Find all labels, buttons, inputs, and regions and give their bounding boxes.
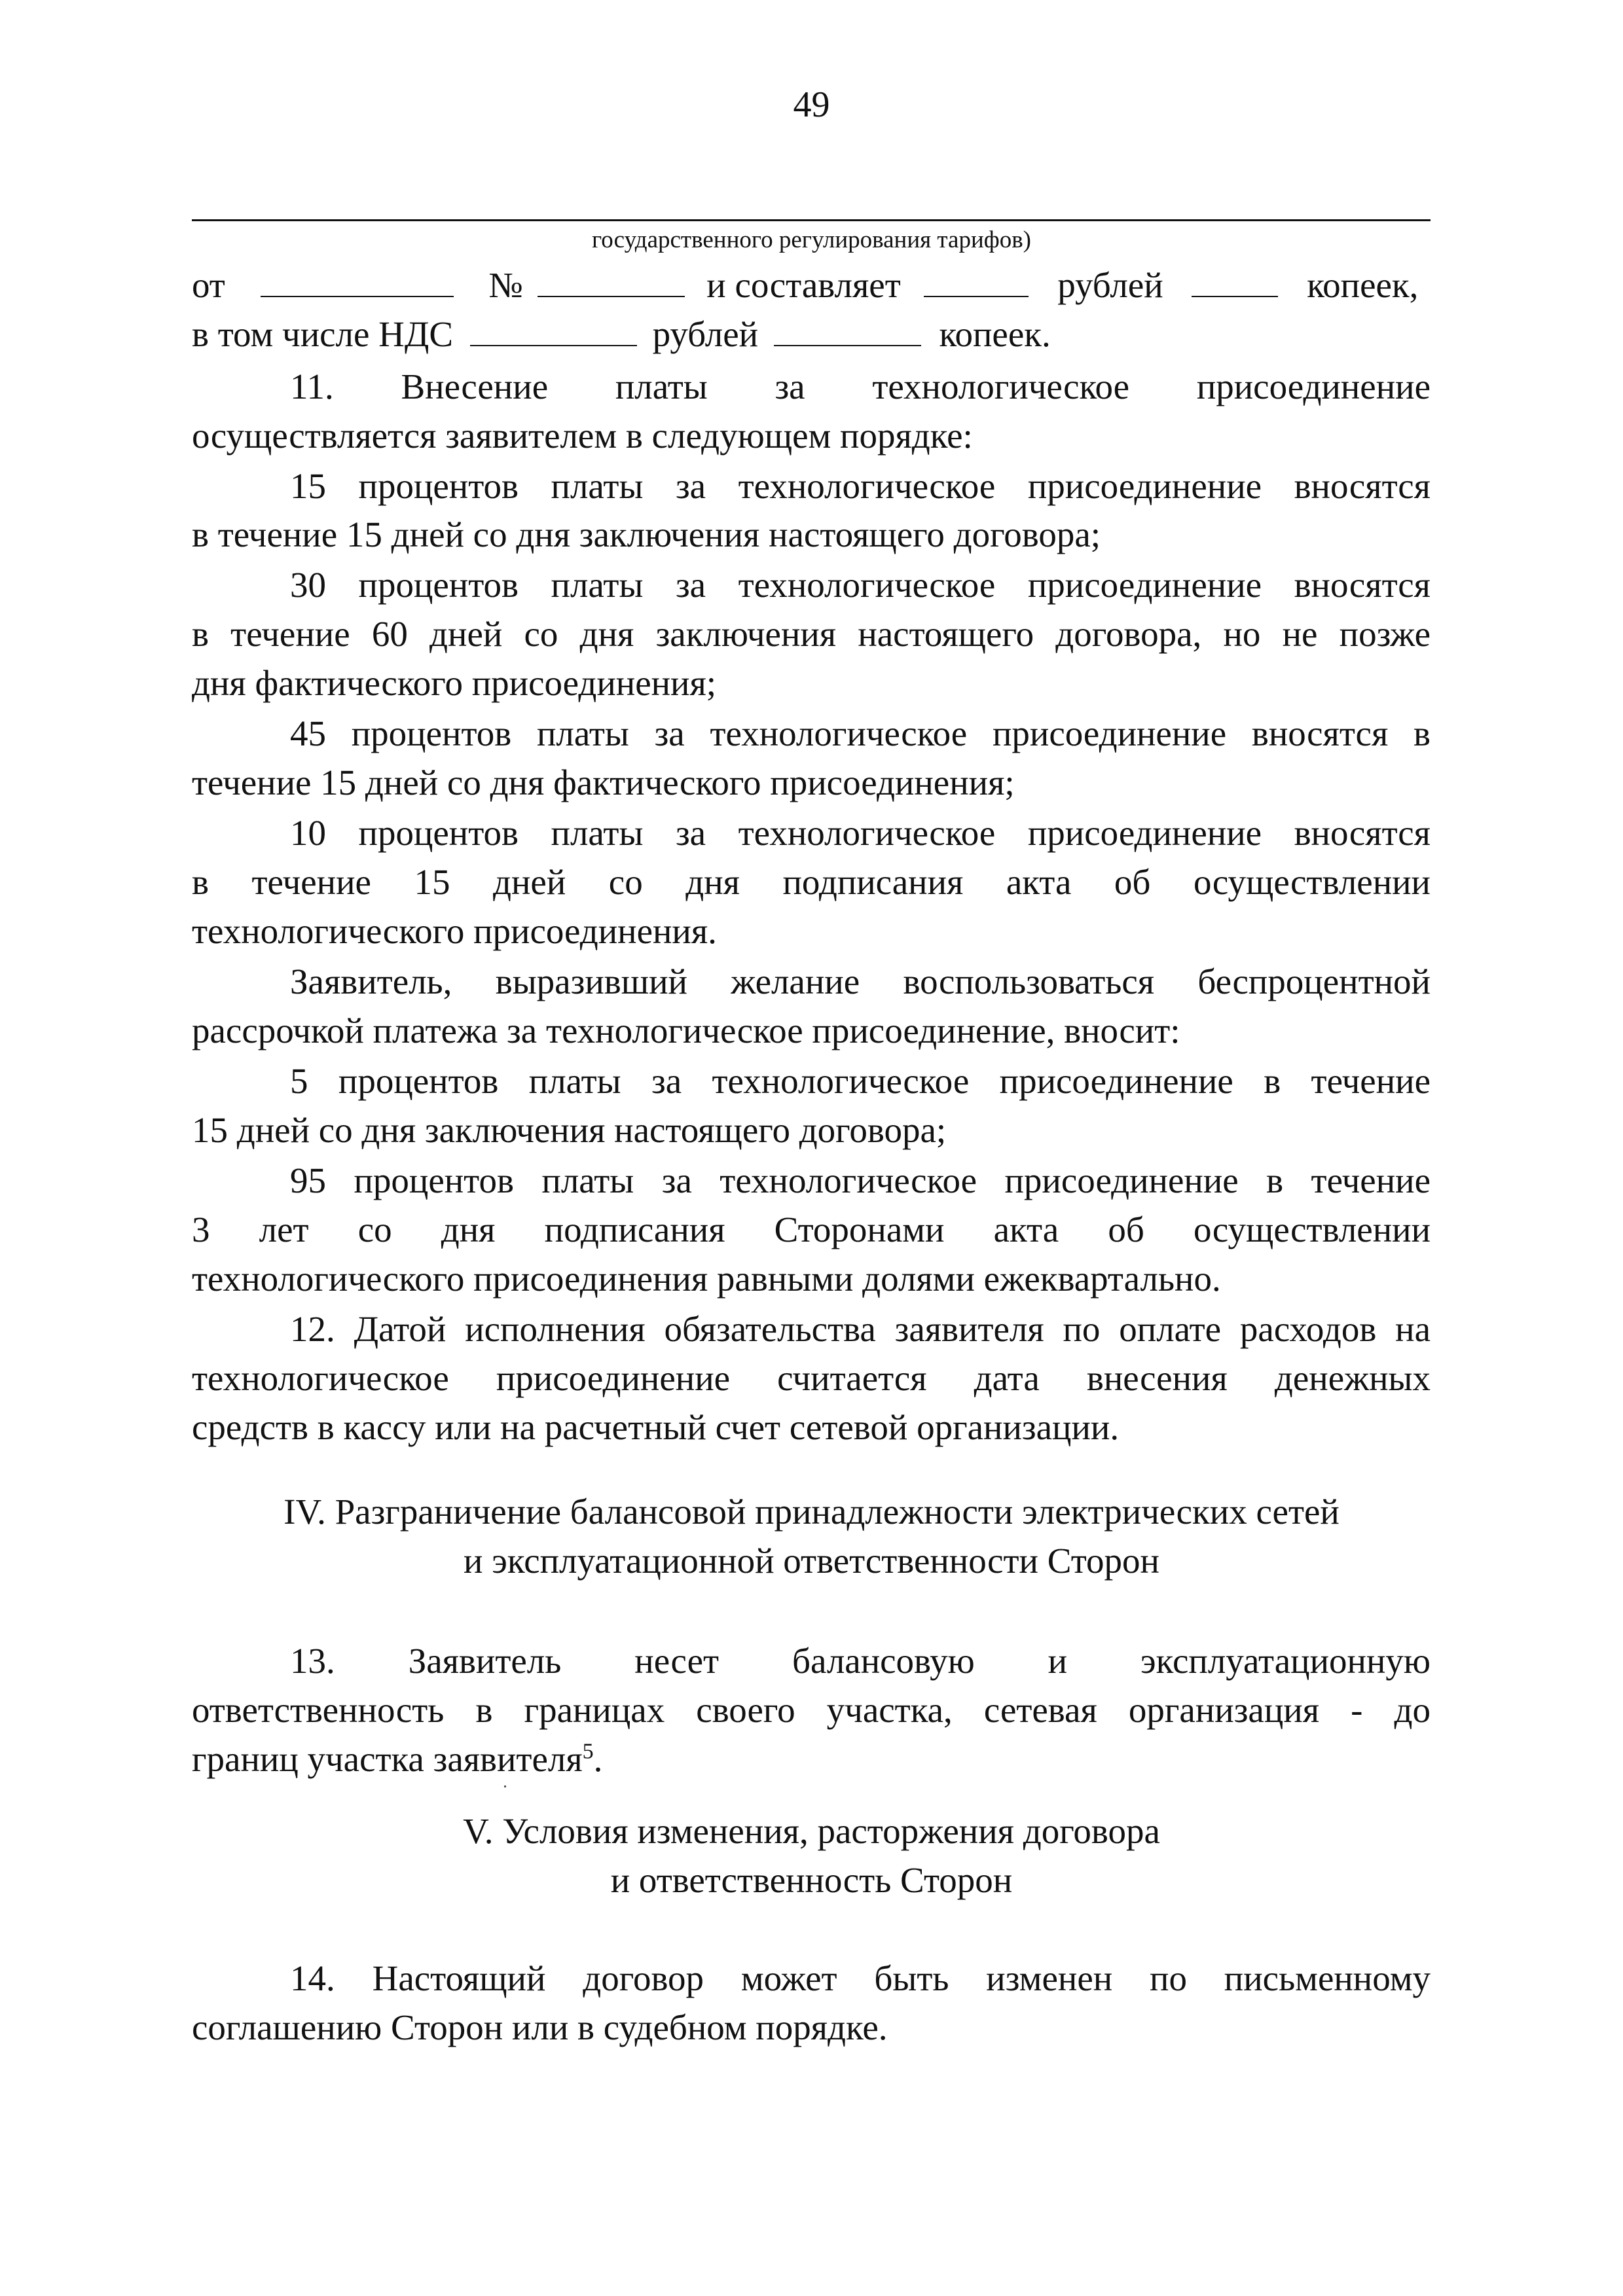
p12-line-2: технологическое присоединение считается дата внесения денежных	[192, 1358, 1431, 1398]
p14-line-1: 14. Настоящий договор может быть изменен по письменному	[290, 1958, 1431, 1998]
label-sostavlyaet: и составляет	[706, 265, 901, 305]
label-vat-rubley: рублей	[652, 314, 759, 354]
page-number: 49	[793, 84, 830, 125]
p30-line-2: в течение 60 дней со дня заключения настоящего договора, но не позже	[192, 614, 1431, 654]
p95-line-2: 3 лет со дня подписания Сторонами акта об осуществлении	[192, 1210, 1431, 1249]
p13-line-3	[192, 1734, 1431, 1784]
p95-line-1: 95 процентов платы за технологическое присоединение в течение	[290, 1160, 1431, 1200]
p5-line-2: 15 дней со дня заключения настоящего договора;	[192, 1110, 947, 1150]
pz-line-1: Заявитель, выразивший желание воспользоваться беспроцентной	[290, 961, 1431, 1001]
p13-line-3-end: .	[593, 1739, 603, 1779]
label-vat: в том числе НДС	[192, 314, 454, 354]
label-vat-kopeek: копеек.	[939, 314, 1051, 354]
line-contract-amount	[192, 260, 1431, 310]
footnote-marker: 5	[582, 1739, 594, 1764]
p13-line-1: 13. Заявитель несет балансовую и эксплуатационную	[290, 1641, 1431, 1681]
p14-line-2: соглашению Сторон или в судебном порядке.	[192, 2007, 888, 2047]
p30-line-3: дня фактического присоединения;	[192, 663, 717, 703]
p10-line-3: технологического присоединения.	[192, 911, 717, 951]
p13-line-3-text: границ участка заявителя	[192, 1739, 583, 1779]
p11-line-2: осуществляется заявителем в следующем порядке:	[192, 416, 973, 456]
pz-line-2: рассрочкой платежа за технологическое присоединение, вносит:	[192, 1011, 1180, 1050]
p12-line-3: средств в кассу или на расчетный счет сетевой организации.	[192, 1407, 1120, 1447]
label-rubley: рублей	[1057, 265, 1163, 305]
label-ot: от	[192, 265, 225, 305]
blank-date	[261, 270, 454, 297]
blank-rubles	[924, 270, 1029, 297]
label-number-sign: №	[488, 265, 523, 305]
blank-vat-kopecks	[774, 319, 921, 346]
p10-line-2: в течение 15 дней со дня подписания акта об осуществлении	[192, 862, 1431, 902]
section-iv-heading-line-2: и эксплуатационной ответственности Сторон	[464, 1541, 1159, 1581]
p30-line-1: 30 процентов платы за технологическое присоединение вносятся	[290, 565, 1431, 605]
p5-line-1: 5 процентов платы за технологическое присоединение в течение	[290, 1061, 1431, 1101]
p13-line-2: ответственность в границах своего участка, сетевая организация - до	[192, 1690, 1431, 1730]
p11-line-1: 11. Внесение платы за технологическое присоединение	[290, 367, 1431, 406]
scan-speck	[504, 1785, 506, 1787]
p95-line-3: технологического присоединения равными долями ежеквартально.	[192, 1259, 1221, 1299]
p15-line-1: 15 процентов платы за технологическое присоединение вносятся	[290, 466, 1431, 506]
line-vat-amount	[192, 310, 1431, 359]
p45-line-2: течение 15 дней со дня фактического присоединения;	[192, 762, 1015, 802]
p12-line-1: 12. Датой исполнения обязательства заявителя по оплате расходов на	[290, 1309, 1431, 1349]
blank-number	[538, 270, 685, 297]
section-v-heading-line-1: V. Условия изменения, расторжения договора	[463, 1811, 1160, 1851]
section-iv-heading-line-1: IV. Разграничение балансовой принадлежности электрических сетей	[283, 1492, 1340, 1532]
p45-line-1: 45 процентов платы за технологическое присоединение вносятся в	[290, 713, 1431, 753]
section-v-heading-line-2: и ответственность Сторон	[610, 1860, 1013, 1900]
blank-kopecks	[1192, 270, 1278, 297]
p10-line-1: 10 процентов платы за технологическое присоединение вносятся	[290, 813, 1431, 853]
caption-regulation: государственного регулирования тарифов)	[591, 226, 1032, 253]
blank-vat-rubles	[470, 319, 637, 346]
top-rule	[192, 219, 1431, 221]
label-kopeek: копеек,	[1307, 265, 1419, 305]
p15-line-2: в течение 15 дней со дня заключения настоящего договора;	[192, 514, 1101, 554]
